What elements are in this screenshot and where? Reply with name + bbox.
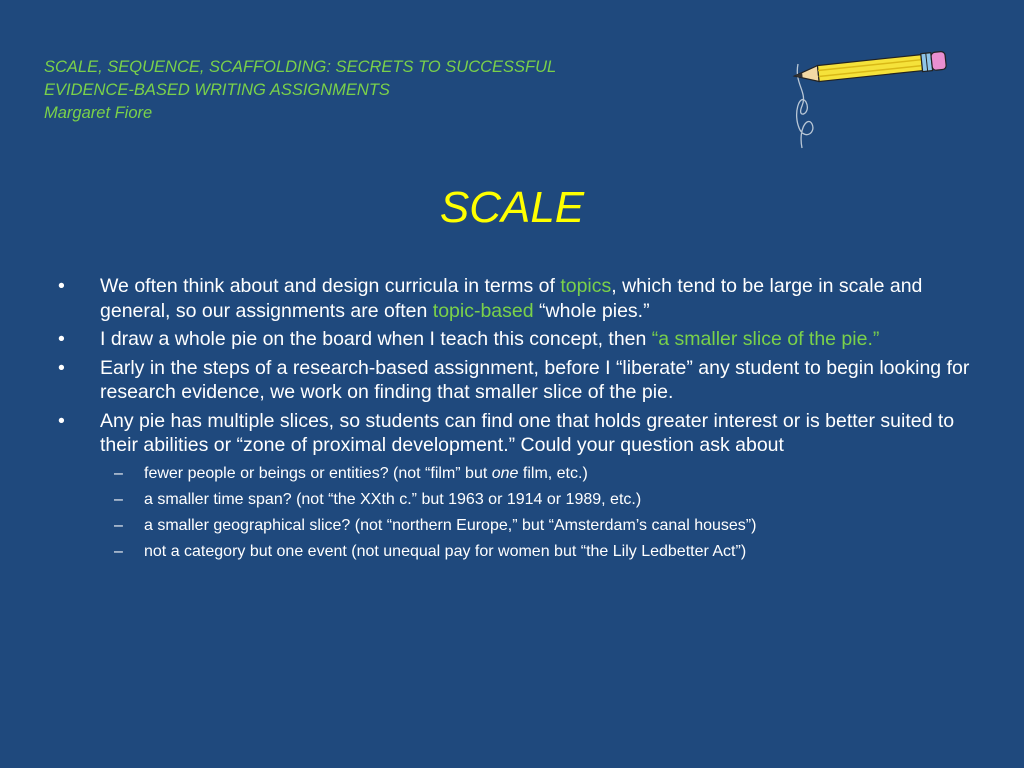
dash-marker: –: [114, 464, 123, 482]
bullet-item: [58, 356, 970, 405]
sub-bullet-item: [58, 515, 970, 536]
dash-marker: –: [114, 490, 123, 508]
slide-title: SCALE: [439, 183, 585, 232]
bullet-item: [58, 274, 970, 323]
bullet-marker: •: [58, 328, 65, 350]
header-line-2: EVIDENCE-BASED WRITING ASSIGNMENTS: [44, 81, 390, 99]
sub-bullet-item: [58, 463, 970, 484]
sub-bullet-text: film, etc.): [518, 464, 588, 482]
slide-body: [58, 274, 970, 567]
bullet-marker: •: [58, 275, 65, 297]
sub-bullet-item: [58, 489, 970, 510]
dash-marker: –: [114, 516, 123, 534]
bullet-item: [58, 409, 970, 458]
bullet-text: I draw a whole pie on the board when I teach this concept, then: [100, 328, 652, 350]
sub-bullet-text: a smaller time span? (not “the XXth c.” but 1963 or 1914 or 1989, etc.): [144, 490, 642, 508]
bullet-text: , which tend to be large in scale and general, so our assignments are often: [100, 275, 923, 322]
slide-header: [44, 56, 744, 125]
bullet-text: “whole pies.”: [533, 299, 650, 322]
sub-bullet-text: not a category but one event (not unequal pay for women but “the Lily Ledbetter Act”): [144, 542, 747, 560]
highlight-text: topic-based: [432, 299, 534, 322]
highlight-text: .”: [867, 328, 880, 350]
bullet-text: Any pie has multiple slices, so students can find one that holds greater interest or is better suited to their abilities or “zone of proximal development.” Could your question ask about: [100, 409, 955, 456]
bullet-item: [58, 327, 970, 352]
sub-bullet-list: [58, 463, 970, 562]
highlight-text: topics: [560, 275, 612, 297]
dash-marker: –: [114, 542, 123, 560]
header-author: Margaret Fiore: [44, 104, 153, 122]
pencil-icon: [786, 44, 956, 156]
bullet-marker: •: [58, 409, 65, 432]
bullet-text: Early in the steps of a research-based assignment, before I “liberate” any student to begin looking for research evidence, we work on finding that smaller slice of the pie.: [100, 356, 970, 403]
sub-bullet-text: fewer people or beings or entities? (not “film” but: [144, 464, 492, 482]
sub-bullet-text: a smaller geographical slice? (not “northern Europe,” but “Amsterdam’s canal houses”): [144, 516, 757, 534]
bullet-marker: •: [58, 356, 65, 379]
header-line-1: SCALE, SEQUENCE, SCAFFOLDING: SECRETS TO SUCCESSFUL: [44, 58, 557, 76]
sub-bullet-item: [58, 541, 970, 562]
emphasis-text: one: [491, 464, 519, 482]
bullet-text: We often think about and design curricula in terms of: [100, 275, 561, 297]
highlight-text: “a smaller slice of the pie: [651, 328, 868, 350]
